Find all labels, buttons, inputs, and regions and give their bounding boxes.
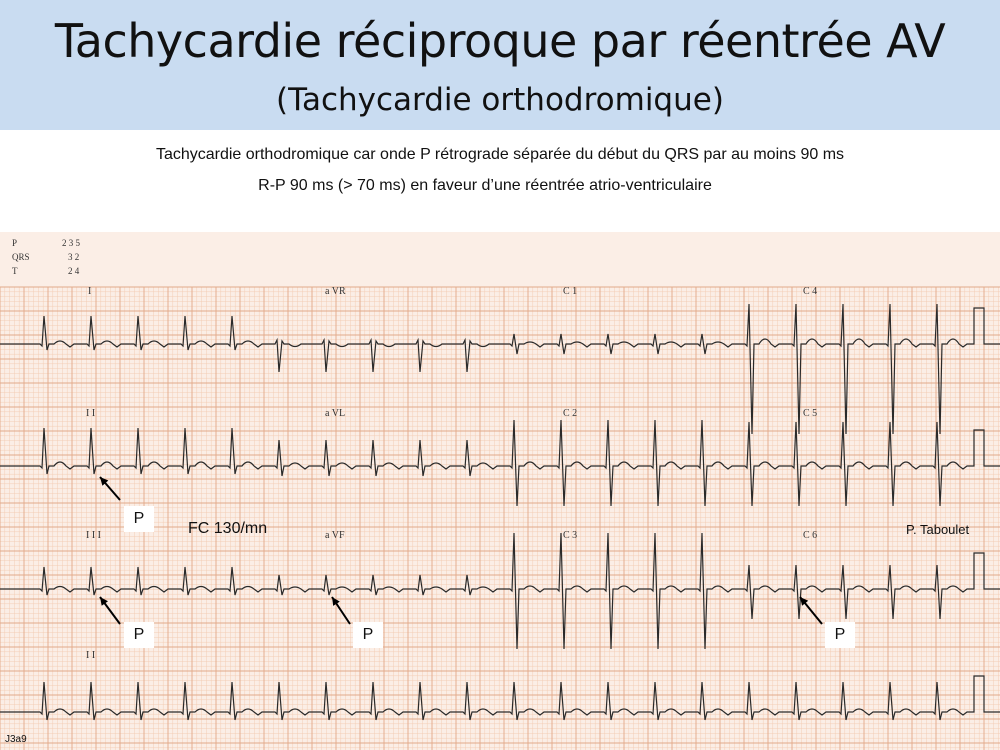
lead-label-ii-rhythm: I I [86, 650, 96, 661]
calibration-pulse [970, 308, 1000, 344]
arrow-head-icon [100, 597, 108, 606]
author-credit: P. Taboulet [906, 522, 970, 537]
interval-qrs-value: 3 2 [68, 252, 80, 262]
lead-label-c4: C 4 [803, 286, 818, 297]
ecg-svg [0, 232, 1000, 750]
lead-label-avf: a VF [325, 530, 345, 541]
calibration-pulse [970, 676, 1000, 712]
heart-rate-label: FC 130/mn [188, 520, 268, 537]
lead-label-c6: C 6 [803, 530, 818, 541]
lead-label-c5: C 5 [803, 408, 818, 419]
lead-label-i: I [88, 286, 92, 297]
figure-code: J3a9 [5, 734, 27, 745]
p-wave-label: P [124, 506, 154, 532]
lead-label-c3: C 3 [563, 530, 578, 541]
interval-t [12, 266, 80, 277]
lead-label-avr: a VR [325, 286, 346, 297]
p-wave-label: P [825, 622, 855, 648]
ecg-tracing [0, 232, 1000, 750]
interval-p [12, 238, 80, 249]
calibration-pulse [970, 430, 1000, 466]
slide-title: Tachycardie réciproque par réentrée AV [54, 14, 946, 68]
p-wave-label: P [124, 622, 154, 648]
interval-p-value: 2 3 5 [62, 238, 80, 248]
interval-t-value: 2 4 [68, 266, 80, 276]
description-line-1: Tachycardie orthodromique car onde P rétrograde séparée du début du QRS par au moins 90 ms [155, 146, 845, 163]
lead-label-c2: C 2 [563, 408, 578, 419]
description-line-2: R-P 90 ms (> 70 ms) en faveur d’une réentrée atrio-ventriculaire [258, 177, 712, 194]
lead-label-iii: I I I [86, 530, 101, 541]
interval-p-label: P [12, 238, 18, 248]
p-wave-label: P [353, 622, 383, 648]
slide-subtitle: (Tachycardie orthodromique) [276, 82, 724, 118]
lead-label-ii: I I [86, 408, 96, 419]
interval-qrs-label: QRS [12, 252, 30, 262]
lead-label-avl: a VL [325, 408, 346, 419]
interval-t-label: T [12, 266, 18, 276]
lead-label-c1: C 1 [563, 286, 578, 297]
interval-qrs [12, 252, 80, 263]
calibration-pulse [970, 553, 1000, 589]
